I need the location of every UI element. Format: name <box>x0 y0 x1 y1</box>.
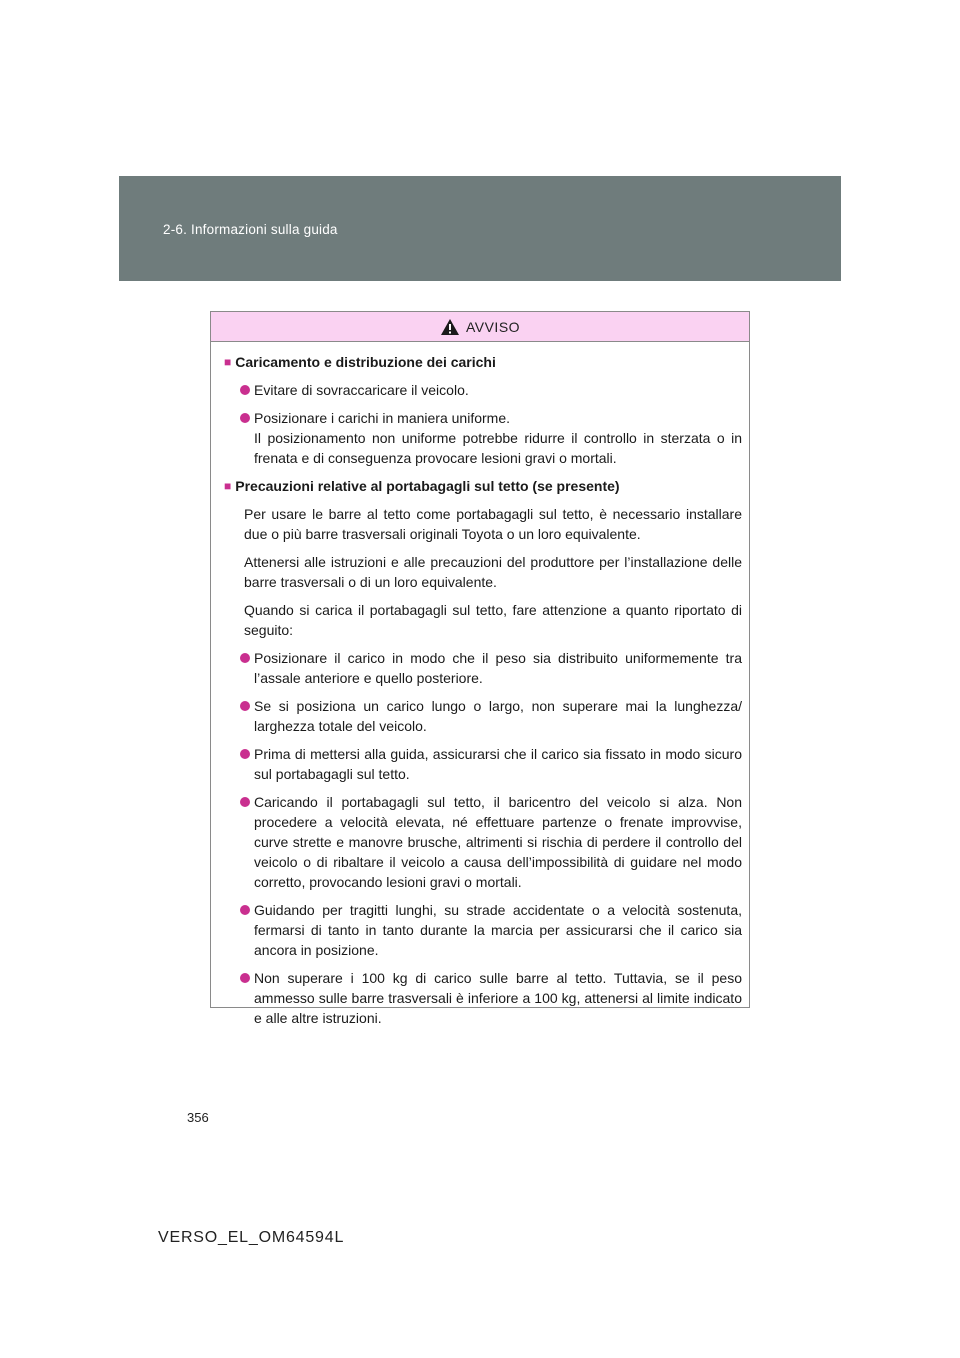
warning-box <box>210 311 750 1026</box>
paragraph: Quando si carica il portabagagli sul tetto, fare attenzione a quanto riportato di seguito: <box>244 602 742 638</box>
section-heading-roof-rack: ■ Precauzioni relative al portabagagli sul tetto (se presente) <box>224 478 620 494</box>
list-item: Se si posiziona un carico lungo o largo, non superare mai la lunghezza/ larghezza totale del veicolo. <box>240 696 742 736</box>
list-item: Non superare i 100 kg di carico sulle barre al tetto. Tuttavia, se il peso ammesso sulle barre trasversali è inferiore a 100 kg, attenersi al limite indicato e alle altre istruzioni. <box>240 968 742 1028</box>
section-heading-loading: ■ Caricamento e distribuzione dei carichi <box>224 354 496 370</box>
page-number: 356 <box>187 1110 209 1125</box>
warning-body <box>211 342 749 1028</box>
square-bullet-icon: ■ <box>224 479 232 493</box>
section-title: 2-6. Informazioni sulla guida <box>163 222 338 237</box>
list-item: Prima di mettersi alla guida, assicurarsi che il carico sia fissato in modo sicuro sul portabagagli sul tetto. <box>240 744 742 784</box>
round-bullet-icon <box>240 797 250 807</box>
warning-title: AVVISO <box>465 318 521 335</box>
header-band <box>119 176 841 281</box>
round-bullet-icon <box>240 413 250 423</box>
round-bullet-icon <box>240 701 250 711</box>
document-code: VERSO_EL_OM64594L <box>158 1229 345 1246</box>
round-bullet-icon <box>240 905 250 915</box>
paragraph: Attenersi alle istruzioni e alle precauzioni del produttore per l’installazione delle barre trasversali o di un loro equivalente. <box>244 554 742 590</box>
warning-header <box>211 312 749 342</box>
square-bullet-icon: ■ <box>224 355 232 369</box>
round-bullet-icon <box>240 749 250 759</box>
list-item: Posizionare il carico in modo che il peso sia distribuito uniformemente tra l’assale anteriore e quello posteriore. <box>240 648 742 688</box>
list-item: Evitare di sovraccaricare il veicolo. <box>240 380 742 400</box>
paragraph: Per usare le barre al tetto come portabagagli sul tetto, è necessario installare due o più barre trasversali originali Toyota o un loro equivalente. <box>244 506 742 542</box>
round-bullet-icon <box>240 653 250 663</box>
list-item: Posizionare i carichi in maniera uniforme. Il posizionamento non uniforme potrebbe ridurre il controllo in sterzata o in frenata e di conseguenza provocare lesioni gravi o mortali. <box>240 408 742 468</box>
list-item: Guidando per tragitti lunghi, su strade accidentate o a velocità sostenuta, fermarsi di tanto in tanto durante la marcia per assicurarsi che il carico sia ancora in posizione. <box>240 900 742 960</box>
round-bullet-icon <box>240 385 250 395</box>
warning-triangle-icon <box>440 318 460 336</box>
list-item: Caricando il portabagagli sul tetto, il baricentro del veicolo si alza. Non procedere a velocità elevata, né effettuare partenze o frenate improvvise, curve strette e manovre brusche, altrimenti si rischia di perdere il controllo del veicolo o di ribaltare il veicolo a causa dell’impossibilità di guidare nel modo corretto, provocando lesioni gravi o mortali. <box>240 792 742 892</box>
round-bullet-icon <box>240 973 250 983</box>
